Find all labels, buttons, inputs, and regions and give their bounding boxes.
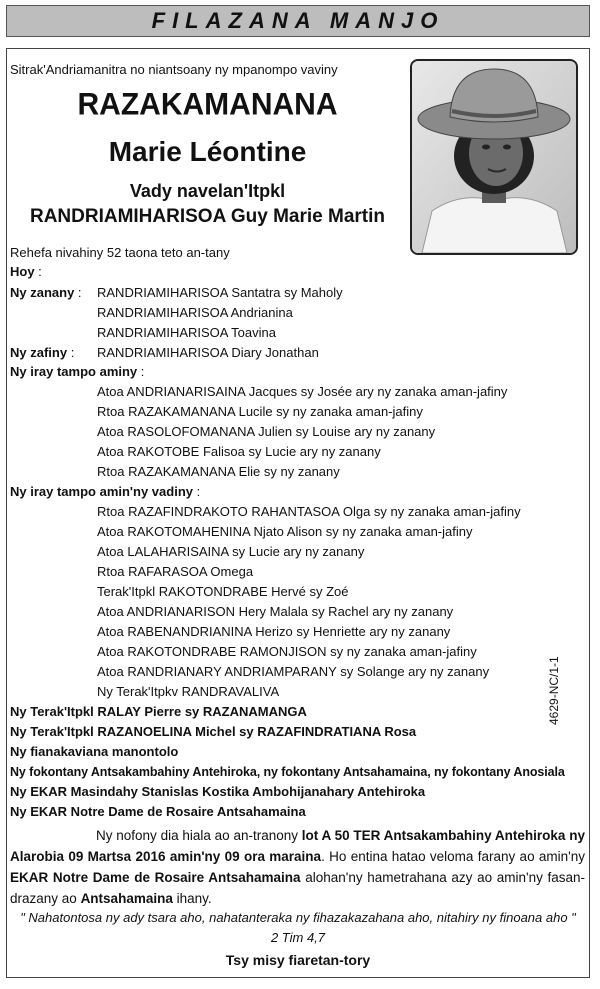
announcement-church: EKAR Notre Dame de Rosaire Antsahamaina	[10, 870, 301, 885]
inlaws-label: Ny iray tampo amin'ny vadiny	[10, 484, 193, 499]
list-item: Atoa RAKOTONDRABE RAMONJISON sy ny zanaka aman-jafiny	[97, 644, 477, 659]
closing-line: Tsy misy fiaretan-tory	[225, 952, 371, 968]
funeral-announcement	[10, 825, 585, 909]
header-banner	[6, 5, 590, 37]
announcement-place: Antsahamaina	[80, 891, 173, 906]
bold-line: Ny EKAR Notre Dame de Rosaire Antsahamaina	[10, 804, 306, 819]
list-item: RANDRIAMIHARISOA Santatra sy Maholy	[97, 285, 343, 300]
list-item: Ny Terak'Itpkv RANDRAVALIVA	[97, 684, 280, 699]
announcement-text-1: Ny nofony dia hiala ao an-tranony	[96, 828, 298, 843]
bible-verse: " Nahatontosa ny ady tsara aho, nahatanteraka ny fihazakazahana aho, nitahiry ny finoana aho "	[20, 910, 576, 925]
bold-line: Ny Terak'Itpkl RALAY Pierre sy RAZANAMANGA	[10, 704, 307, 719]
list-item: Rtoa RAZAKAMANANA Elie sy ny zanany	[97, 464, 340, 479]
list-item: RANDRIAMIHARISOA Toavina	[97, 325, 276, 340]
list-item: Terak'Itpkl RAKOTONDRABE Hervé sy Zoé	[97, 584, 349, 599]
list-item: Atoa RABENANDRIANINA Herizo sy Henriette ary ny zanany	[97, 624, 451, 639]
deceased-given-name: Marie Léontine	[108, 136, 307, 167]
spouse-label: Vady navelan'Itpkl	[129, 181, 286, 201]
announcement-address: lot A 50 TER Antsakambahiny Antehiroka	[301, 828, 566, 843]
bold-line: Ny Terak'Itpkl RAZANOELINA Michel sy RAZAFINDRATIANA Rosa	[10, 724, 417, 739]
bold-line: Ny fokontany Antsakambahiny Antehiroka, ny fokontany Antsahamaina, ny fokontany Anosiala	[10, 765, 565, 779]
list-item: RANDRIAMIHARISOA Andrianina	[97, 305, 293, 320]
grandchildren-label: Ny zafiny	[10, 345, 68, 360]
siblings-label-line: Ny iray tampo aminy :	[10, 364, 145, 379]
announcement-text-4: ihany.	[176, 891, 212, 906]
announcement-date: ny Alarobia 09 Martsa 2016 amin'ny 09 ora maraina	[10, 828, 585, 864]
deceased-surname: RAZAKAMANANA	[77, 87, 338, 122]
age-line: Rehefa nivahiny 52 taona teto an-tany	[10, 245, 230, 260]
header-title: FILAZANA MANJO	[151, 8, 445, 33]
list-item: Atoa RANDRIANARY ANDRIAMPARANY sy Solange ary ny zanany	[97, 664, 490, 679]
children-label-line: Ny zanany :	[10, 285, 82, 300]
hoy-line: Hoy :	[10, 264, 42, 279]
children-label: Ny zanany	[10, 285, 75, 300]
bold-line: Ny EKAR Masindahy Stanislas Kostika Ambohijanahary Antehiroka	[10, 784, 426, 799]
inlaws-label-line: Ny iray tampo amin'ny vadiny :	[10, 484, 201, 499]
list-item: Atoa ANDRIANARISON Hery Malala sy Rachel ary ny zanany	[97, 604, 454, 619]
reference-code: 4629-NC/1-1	[547, 656, 561, 725]
list-item: Atoa RASOLOFOMANANA Julien sy Louise ary ny zanany	[97, 424, 436, 439]
bold-line: Ny fianakaviana manontolo	[10, 744, 179, 759]
list-item: Rtoa RAZAFINDRAKOTO RAHANTASOA Olga sy ny zanaka aman-jafiny	[97, 504, 521, 519]
grandchildren-label-line: Ny zafiny :	[10, 345, 75, 360]
deceased-photo	[410, 59, 578, 255]
announcement-text-3: alohan'ny hametrahana azy ao amin'ny fasan-drazany ao	[10, 870, 585, 906]
siblings-label: Ny iray tampo aminy	[10, 364, 138, 379]
list-item: Atoa ANDRIANARISAINA Jacques sy Josée ary ny zanaka aman-jafiny	[97, 384, 508, 399]
list-item: Atoa RAKOTOBE Falisoa sy Lucie ary ny zanany	[97, 444, 381, 459]
list-item: Rtoa RAZAKAMANANA Lucile sy ny zanaka aman-jafiny	[97, 404, 423, 419]
portrait-image	[412, 61, 576, 253]
announcement-text-2: . Ho entina hatao veloma farany ao amin'ny	[321, 849, 585, 864]
list-item: Atoa LALAHARISAINA sy Lucie ary ny zanany	[97, 544, 365, 559]
verse-reference: 2 Tim 4,7	[270, 930, 326, 945]
hoy-label: Hoy	[10, 264, 35, 279]
list-item: Atoa RAKOTOMAHENINA Njato Alison sy ny zanaka aman-jafiny	[97, 524, 473, 539]
spouse-name: RANDRIAMIHARISOA Guy Marie Martin	[29, 206, 386, 227]
intro-text: Sitrak'Andriamanitra no niantsoany ny mpanompo vaviny	[10, 62, 338, 77]
list-item: Rtoa RAFARASOA Omega	[97, 564, 254, 579]
list-item: RANDRIAMIHARISOA Diary Jonathan	[97, 345, 319, 360]
